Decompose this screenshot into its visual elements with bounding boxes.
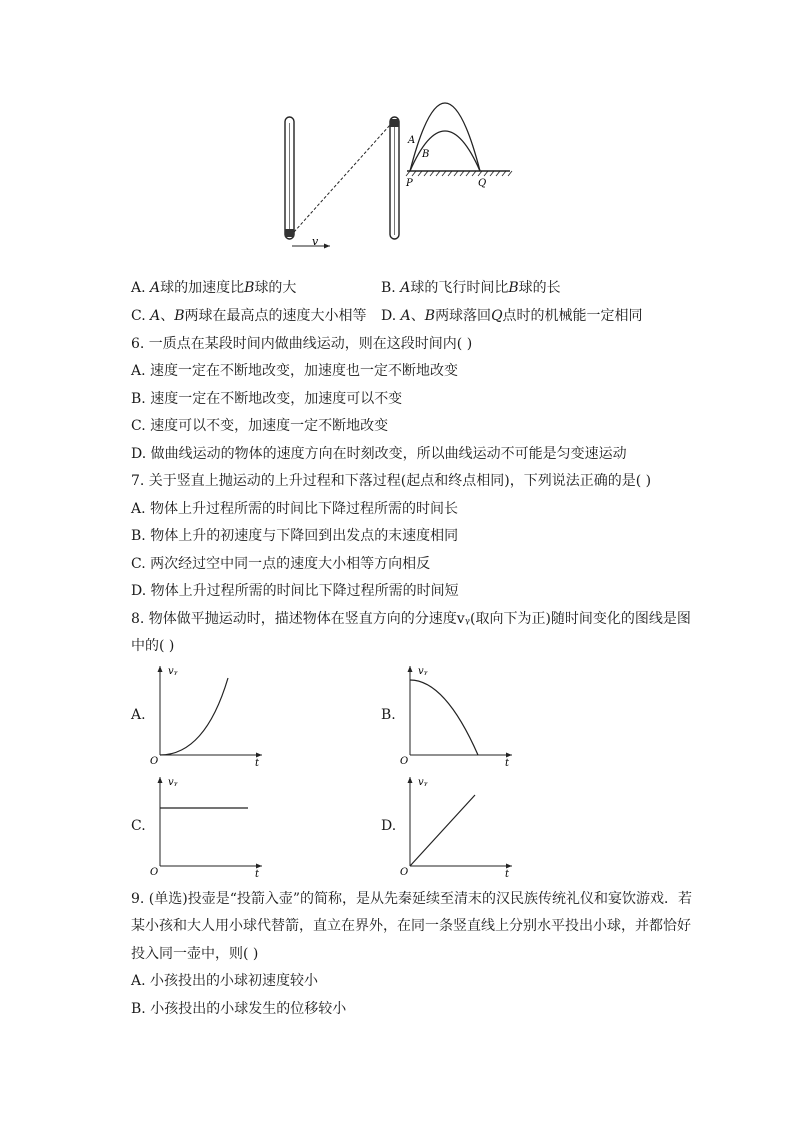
axis-label-vy: vᵧ [418,777,428,788]
q5-options-row-2 [131,307,643,325]
q9-stem-line-2: 某小孩和大人用小球代替箭，直立在界外，在同一条竖直线上分别水平投出小球，并都恰好 [131,918,691,934]
axis-label-t: t [505,869,510,880]
q7-option-c[interactable]: C. 两次经过空中同一点的速度大小相等方向相反 [131,556,431,572]
axis-label-t: t [255,758,260,769]
q8-graph-a[interactable] [150,660,270,770]
q5-option-b[interactable]: B. A球的飞行时间比B球的长 [381,280,561,296]
q9-stem-line-3: 投入同一壶中，则( ) [131,946,259,962]
ground-hatch [406,171,512,176]
q8-graph-a-label[interactable]: A. [131,707,146,723]
q9-option-a[interactable]: A. 小孩投出的小球初速度较小 [131,973,319,989]
q6-option-b[interactable]: B. 速度一定在不断地改变，加速度可以不变 [131,391,403,407]
q5-option-a[interactable]: A. A球的加速度比B球的大 [131,280,297,296]
q8-graph-c-label[interactable]: C. [131,818,146,834]
axis-label-vy: vᵧ [168,666,178,677]
velocity-label: v [312,235,319,248]
label-b: B [422,149,430,160]
q9-stem-line-1: 9. (单选)投壶是“投箭入壶”的简称，是从先秦延续至清末的汉民族传统礼仪和宴饮游戏．若 [131,891,693,907]
q8-stem-line-2: 中的( ) [131,638,175,654]
q5-option-d[interactable]: D. A、B两球落回Q点时的机械能一定相同 [381,308,643,324]
origin-label: O [150,756,159,767]
q6-option-d[interactable]: D. 做曲线运动的物体的速度方向在时刻改变，所以曲线运动不可能是匀变速运动 [131,446,627,462]
curve-a [160,678,228,755]
q7-option-d[interactable]: D. 物体上升过程所需的时间比下降过程所需的时间短 [131,583,459,599]
curve-b [410,680,478,755]
figure-tubes-and-arcs [270,95,520,250]
axis-label-t: t [505,758,510,769]
axis-label-t: t [255,869,260,880]
dashed-line [294,125,390,232]
q6-stem: 6. 一质点在某段时间内做曲线运动，则在这段时间内( ) [131,336,473,352]
q8-graph-d[interactable] [400,771,520,881]
origin-label: O [400,867,409,878]
q7-option-a[interactable]: A. 物体上升过程所需的时间比下降过程所需的时间长 [131,501,459,517]
q9-option-b[interactable]: B. 小孩投出的小球发生的位移较小 [131,1001,347,1017]
curve-d [410,795,475,866]
axis-label-vy: vᵧ [418,666,428,677]
q8-stem-line-1: 8. 物体做平抛运动时，描述物体在竖直方向的分速度vᵧ(取向下为正)随时间变化的图线是图 [131,611,691,627]
origin-label: O [400,756,409,767]
q8-graph-d-label[interactable]: D. [381,818,397,834]
left-ball [285,229,294,237]
q8-graph-b-label[interactable]: B. [381,707,396,723]
arc-a [410,103,480,171]
right-ball [390,119,399,127]
q7-option-b[interactable]: B. 物体上升的初速度与下降回到出发点的末速度相同 [131,528,459,544]
label-p: P [406,178,413,189]
axis-label-vy: vᵧ [168,777,178,788]
q8-graph-c[interactable] [150,771,270,881]
q7-stem: 7. 关于竖直上抛运动的上升过程和下落过程(起点和终点相同)，下列说法正确的是( ) [131,473,652,489]
label-q: Q [478,178,487,189]
q8-graph-b[interactable] [400,660,520,770]
q5-option-c[interactable]: C. A、B两球在最高点的速度大小相等 [131,308,367,324]
q5-options-row-1 [131,279,561,297]
q6-option-c[interactable]: C. 速度可以不变，加速度一定不断地改变 [131,418,389,434]
label-a: A [408,135,416,146]
origin-label: O [150,867,159,878]
q6-option-a[interactable]: A. 速度一定在不断地改变，加速度也一定不断地改变 [131,363,459,379]
